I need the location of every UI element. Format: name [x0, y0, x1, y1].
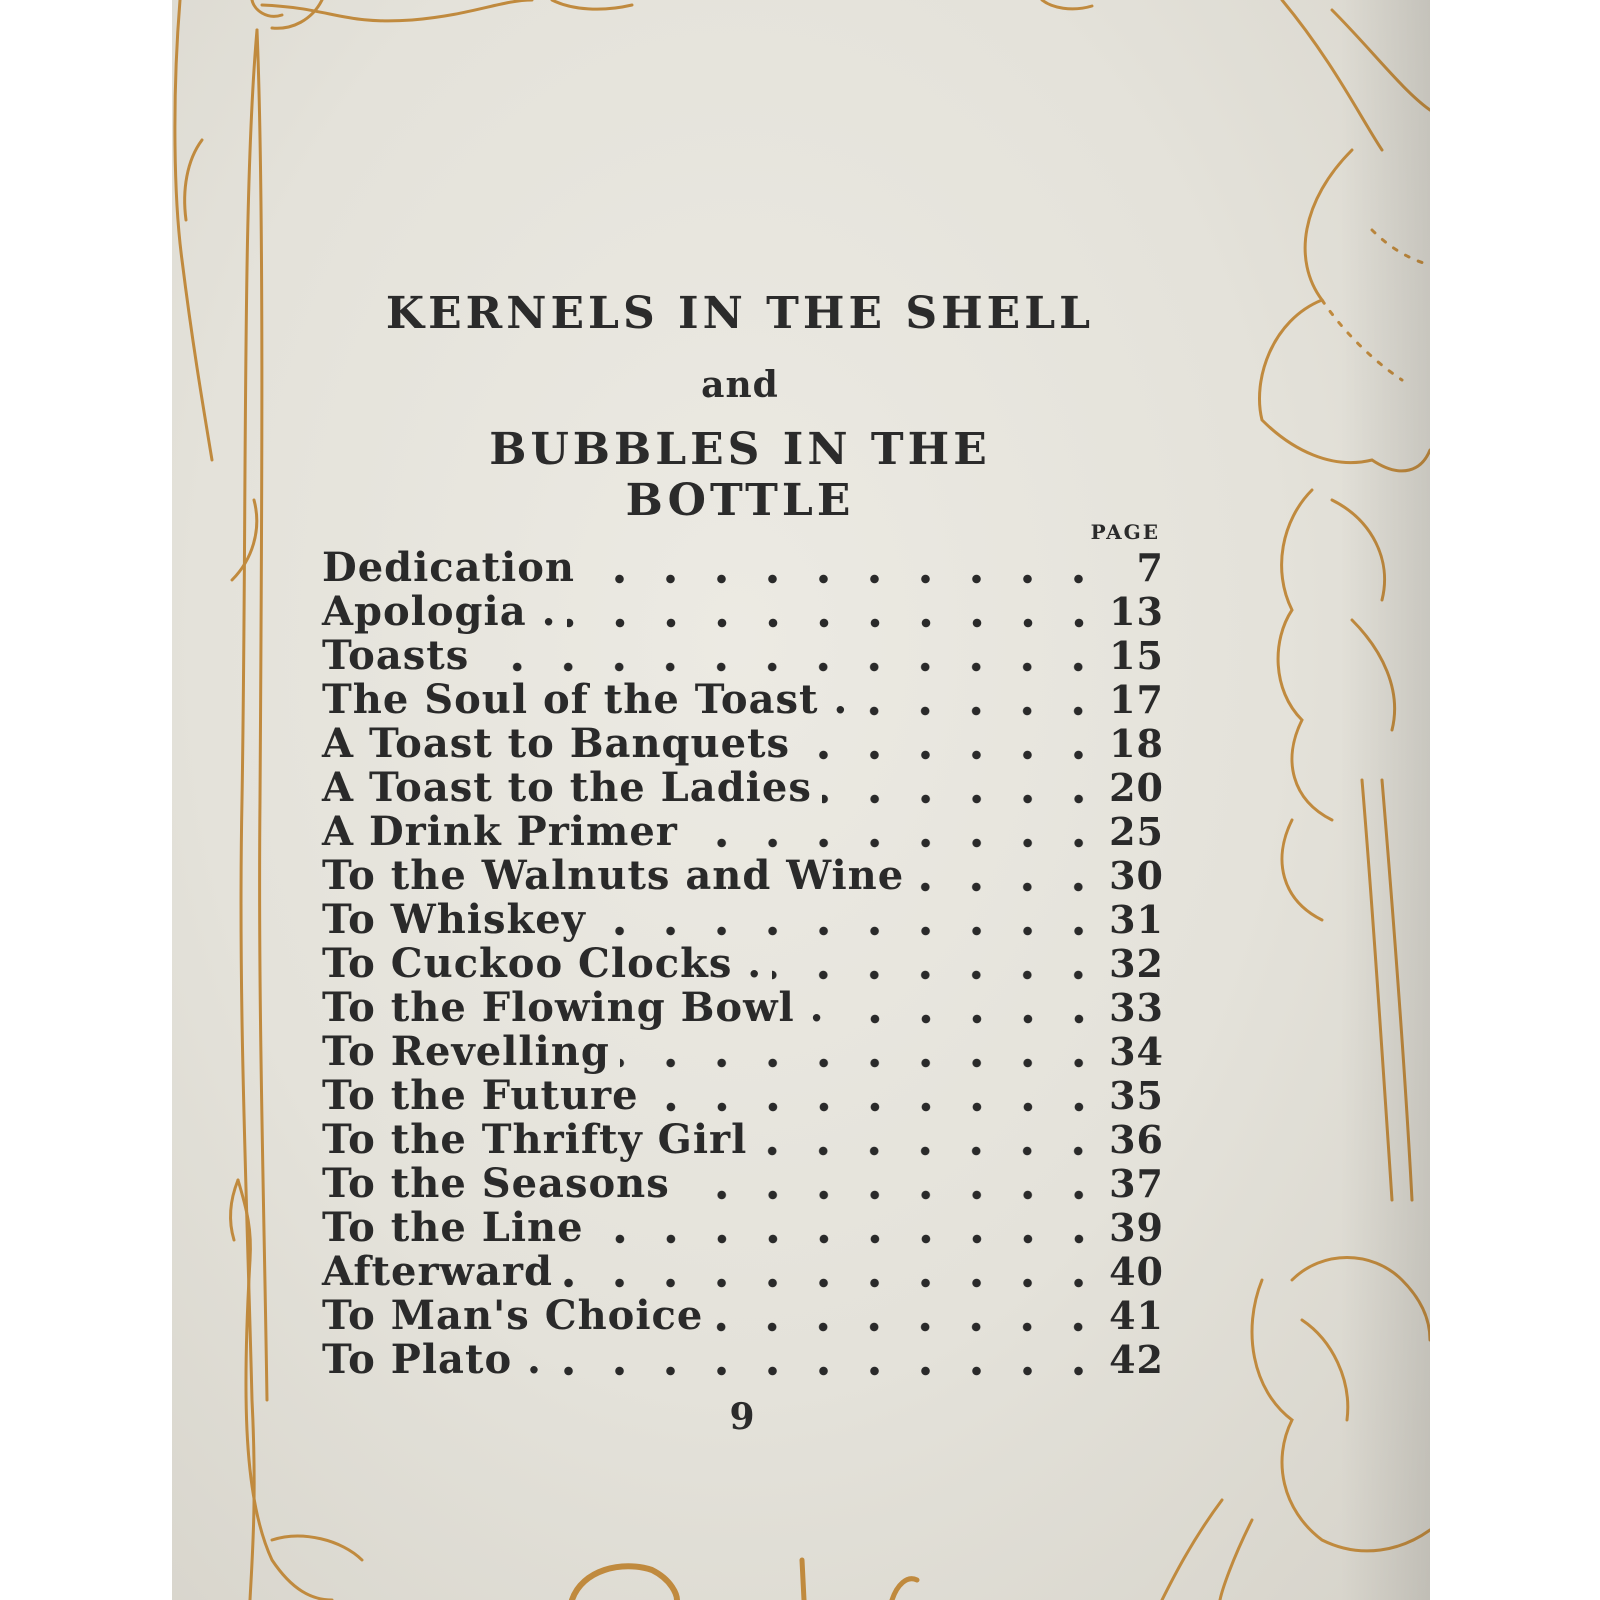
toc-entry-title: A Drink Primer	[322, 808, 678, 855]
dot-leader	[914, 854, 1104, 898]
page-number: 9	[729, 1396, 755, 1438]
toc-entry-page: 17	[1109, 677, 1164, 722]
toc-entry	[322, 898, 1164, 942]
toc-entry-title: To Revelling	[322, 1028, 610, 1075]
toc-entry	[322, 986, 1164, 1030]
toc-entry	[322, 1030, 1164, 1074]
toc-entry-page: 18	[1109, 721, 1164, 766]
toc-entry-title: A Toast to Banquets	[322, 720, 791, 767]
page-column-label: PAGE	[1090, 520, 1160, 544]
toc-entry-title: Dedication	[322, 544, 576, 591]
dot-leader	[822, 766, 1104, 810]
toc-entry	[322, 942, 1164, 986]
toc-entry-page: 40	[1109, 1249, 1164, 1294]
toc-entry	[322, 1338, 1164, 1382]
toc-entry	[322, 1294, 1164, 1338]
dot-leader	[858, 678, 1104, 722]
toc-entry	[322, 1250, 1164, 1294]
toc-entry-title: To the Future	[322, 1072, 639, 1119]
dot-leader	[772, 942, 1104, 986]
title-conjunction: and	[701, 364, 779, 406]
title-line-1: KERNELS IN THE SHELL	[385, 288, 1095, 339]
toc-entry-title: Apologia .	[322, 588, 557, 635]
toc-entry-page: 30	[1109, 853, 1164, 898]
toc-entry-page: 15	[1109, 633, 1164, 678]
toc-entry-page: 20	[1109, 765, 1164, 810]
toc-entry-title: A Toast to the Ladies	[322, 764, 812, 811]
toc-entry-title: To Whiskey	[322, 896, 586, 943]
toc-entry-title: Toasts	[322, 632, 470, 679]
toc-entry	[322, 722, 1164, 766]
dot-leader	[835, 986, 1104, 1030]
toc-entry-page: 37	[1109, 1161, 1164, 1206]
dot-leader	[567, 590, 1105, 634]
toc-entry	[322, 854, 1164, 898]
toc-entry-page: 42	[1109, 1337, 1164, 1382]
dot-leader	[479, 634, 1104, 678]
toc-entry-title: To the Walnuts and Wine	[322, 852, 905, 899]
toc-entry-title: To the Thrifty Girl	[322, 1116, 748, 1163]
toc-entry	[322, 766, 1164, 810]
toc-entry-page: 31	[1109, 897, 1164, 942]
page-edge-shadow	[1340, 0, 1430, 1600]
dot-leader	[688, 810, 1104, 854]
dot-leader	[563, 1250, 1104, 1294]
toc-entry	[322, 590, 1164, 634]
toc-entry	[322, 1074, 1164, 1118]
title-line-2: BUBBLES IN THE BOTTLE	[489, 424, 991, 526]
dot-leader	[620, 1030, 1104, 1074]
toc-entry-page: 39	[1109, 1205, 1164, 1250]
dot-leader	[585, 546, 1104, 590]
toc-entry-title: To the Line	[322, 1204, 584, 1251]
toc-entry-page: 35	[1109, 1073, 1164, 1118]
toc-entry-page: 33	[1109, 985, 1164, 1030]
dot-leader	[552, 1338, 1104, 1382]
toc-entry	[322, 678, 1164, 722]
book-page	[172, 0, 1430, 1600]
toc-entry-title: To Man's Choice	[322, 1292, 704, 1339]
toc-entry-title: To the Seasons	[322, 1160, 670, 1207]
toc-entry-page: 41	[1109, 1293, 1164, 1338]
toc-entry-page: 25	[1109, 809, 1164, 854]
toc-entry	[322, 634, 1164, 678]
toc-entry-title: The Soul of the Toast .	[322, 676, 849, 723]
toc-entry-page: 7	[1136, 545, 1164, 590]
toc-entry	[322, 810, 1164, 854]
toc-entry	[322, 546, 1164, 590]
toc-entry-title: To Plato .	[322, 1336, 542, 1383]
dot-leader	[680, 1162, 1104, 1206]
toc-entry-title: Afterward	[322, 1248, 553, 1295]
toc-entry-page: 34	[1109, 1029, 1164, 1074]
table-of-contents	[322, 546, 1164, 1382]
toc-entry-page: 32	[1109, 941, 1164, 986]
dot-leader	[713, 1294, 1104, 1338]
toc-entry	[322, 1206, 1164, 1250]
toc-entry	[322, 1162, 1164, 1206]
dot-leader	[800, 722, 1104, 766]
toc-entry-page: 13	[1109, 589, 1164, 634]
toc-entry	[322, 1118, 1164, 1162]
dot-leader	[594, 1206, 1104, 1250]
dot-leader	[649, 1074, 1104, 1118]
toc-entry-page: 36	[1109, 1117, 1164, 1162]
toc-entry-title: To Cuckoo Clocks .	[322, 940, 763, 987]
dot-leader	[757, 1118, 1104, 1162]
dot-leader	[596, 898, 1104, 942]
toc-entry-title: To the Flowing Bowl .	[322, 984, 825, 1031]
